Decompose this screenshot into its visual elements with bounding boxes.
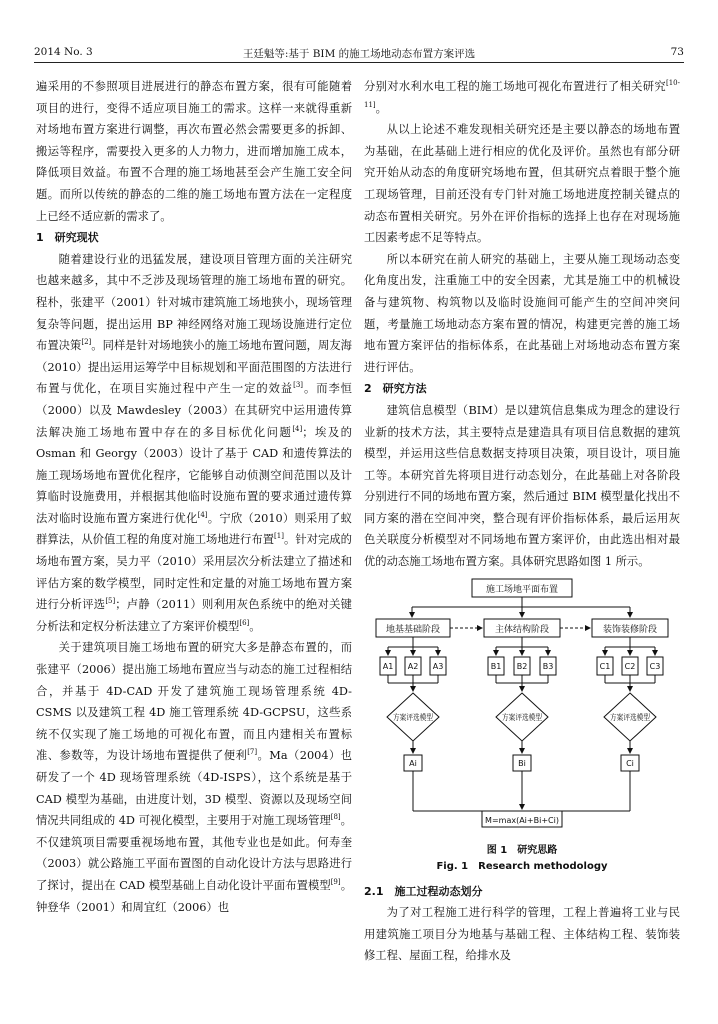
fig-decision-label: 方案评选模型: [610, 712, 658, 722]
citation: [5]: [105, 597, 116, 606]
left-column: [36, 76, 352, 918]
section-heading-1: 1 研究现状: [36, 231, 99, 245]
citation: [2]: [81, 338, 92, 347]
citation: [3]: [293, 381, 304, 390]
paragraph: 关于建筑项目施工场地布置的研究大多是静态布置的，而张建平（2006）提出施工场地布置应当与动态的施工过程相结合，并基于 4D-CAD 开发了建筑施工现场管理系统 4D-CSMS 以及建筑工程 4D 施工管理系统 4D-GCPSU，这些系统不仅实现了施工场地的可视化布置，而且内建相关布置标准、参数等，为设计场地布置提供了便利[7]。Ma（2004）也研发了一个 4D 现场管理系统（4D-ISPS），这个系统是基于 CAD 模型为基础，由进度计划，3D 模型、资源以及现场空间情况共同组成的 4D 可视化模型，主要用于对施工现场管理[8]。不仅建筑项目需要重视场地布置，其他专业也是如此。何寿奎（2003）就公路施工平面布置图的自动化设计方法与思路进行了探讨，提出在 CAD 模型基础上自动化设计平面布置模型[9]。钟登华（2001）和周宜红（2006）也: [36, 641, 352, 914]
fig-option-label: B3: [542, 661, 554, 671]
flowchart: [372, 577, 672, 877]
citation: [7]: [247, 748, 258, 757]
fig-decision-label: 方案评选模型: [393, 712, 441, 722]
fig-option-label: A3: [432, 661, 444, 671]
fig-decision-label: 方案评选模型: [502, 712, 550, 722]
page-number: 73: [670, 46, 684, 58]
running-header: [34, 44, 684, 63]
figure-caption-cn: 图 1 研究思路: [486, 844, 558, 856]
paragraph: 为了对工程施工进行科学的管理，工程上普遍将工业与民用建筑施工项目分为地基与基础工程、主体结构工程、装饰装修工程、屋面工程，给排水及: [364, 906, 680, 963]
journal-issue: 2014 No. 3: [34, 46, 93, 58]
citation: [4]: [197, 511, 208, 520]
paragraph: 分别对水利水电工程的施工场地可视化布置进行了相关研究[10-11]。: [364, 79, 680, 115]
section-heading-2: 2 研究方法: [364, 382, 427, 396]
fig-phase-label: 地基基础阶段: [385, 624, 441, 635]
fig-phase-label: 装饰装修阶段: [602, 624, 658, 635]
fig-top-label: 施工场地平面布置: [485, 584, 559, 595]
fig-option-label: C3: [649, 661, 661, 671]
fig-option-label: B1: [490, 661, 502, 671]
paragraph: 随着建设行业的迅猛发展，建设项目管理方面的关注研究也越来越多，其中不乏涉及现场管理的施工场地布置的研究。程朴，张建平（2001）针对城市建筑施工场地狭小，现场管理复杂等问题，提出运用 BP 神经网络对施工现场设施进行定位布置决策[2]。同样是针对场地狭小的施工场地布置问题，周友海（2010）提出运用运筹学中目标规划和平面范围图的方法进行布置与优化，在项目实施过程中产生一定的效益[3]。而李恒（2000）以及 Mawdesley（2003）在其研究中运用遗传算法解决施工场地布置中存在的多目标优化问题[4]；埃及的 Osman 和 Georgy（2003）设计了基于 CAD 和遗传算法的施工现场场地布置优化程序，它能够自动侦测空间范围以及计算临时设施费用，并根据其他临时设施布置的要求通过遗传算法对临时设施布置方案进行优化[4]。宁欣（2010）则采用了蚁群算法，从价值工程的角度对施工场地进行布置[1]。针对完成的场地布置方案，吴力平（2010）采用层次分析法建立了描述和评估方案的数学模型，同时定性和定量的对施工场地布置方案进行分析评选[5]；卢静（2011）则利用灰色系统中的绝对关键分析法和定权分析法建立了方案评价模型[6]。: [36, 252, 352, 633]
citation: [1]: [274, 532, 284, 541]
fig-result-label: Ai: [409, 758, 417, 768]
paragraph: 从以上论述不难发现相关研究还是主要以静态的场地布置为基础，在此基础上进行相应的优化及评价。虽然也有部分研究开始从动态的角度研究场地布置，但其研究点着眼于整个施工现场管理，目前还没有专门针对施工场地进度控制关键点的动态布置相关研究。另外在评价指标的选择上也存在对现场施工因素考虑不足等特点。: [364, 123, 680, 245]
research-methodology-figure: [372, 577, 672, 877]
running-title: 王廷魁等:基于 BIM 的施工场地动态布置方案评选: [242, 48, 476, 60]
citation: [4]: [292, 424, 303, 433]
citation: [6]: [239, 619, 250, 628]
right-column: [364, 76, 680, 967]
fig-option-label: A2: [407, 661, 419, 671]
fig-option-label: C2: [624, 661, 636, 671]
fig-option-label: A1: [382, 661, 394, 671]
fig-phase-label: 主体结构阶段: [494, 624, 550, 635]
citation: [8]: [330, 813, 341, 822]
fig-result-label: Ci: [626, 758, 634, 768]
subsection-heading: 2.1 施工过程动态划分: [364, 884, 483, 898]
paragraph: 建筑信息模型（BIM）是以建筑信息集成为理念的建设行业新的技术方法，其主要特点是建造具有项目信息数据的建筑模型，并运用这些信息数据支持项目决策，项目设计，项目施工等。本研究首先将项目进行动态划分，在此基础上对各阶段分别进行不同的场地布置方案，然后通过 BIM 模型量化找出不同方案的潜在空间冲突，整合现有评价指标体系，最后运用灰色关联度分析模型对不同场地布置方案评价，由此选出相对最优的动态施工场地布置方案。具体研究思路如图 1 所示。: [364, 403, 680, 569]
fig-option-label: B2: [516, 661, 528, 671]
fig-result-label: Bi: [518, 758, 526, 768]
citation: [9]: [330, 878, 341, 887]
fig-option-label: C1: [599, 661, 611, 671]
fig-formula-label: M=max(Ai+Bi+Ci): [485, 815, 559, 825]
citation: [10-11]: [364, 79, 680, 109]
paragraph: 所以本研究在前人研究的基础上，主要从施工现场动态变化角度出发，注重施工中的安全因素，尤其是施工中的机械设备与建筑物、构筑物以及临时设施间可能产生的空间冲突问题，考量施工场地动态方案布置的情况，构建更完善的施工场地布置方案评估的指标体系，在此基础上对场地动态布置方案进行评估。: [364, 252, 680, 374]
paragraph: 遍采用的不参照项目进展进行的静态布置方案，很有可能随着项目的进行，变得不适应项目施工的需求。这样一来就得重新对场地布置方案进行调整，再次布置必然会需要更多的拆卸、搬运等程序，需要投入更多的人力物力，进而增加施工成本，降低项目效益。布置不合理的施工场地甚至会产生施工安全问题。而所以传统的静态的二维的施工场地布置方法在一定程度上已经不适应新的需求了。: [36, 80, 352, 223]
figure-caption-en: Fig. 1 Research methodology: [436, 860, 608, 872]
